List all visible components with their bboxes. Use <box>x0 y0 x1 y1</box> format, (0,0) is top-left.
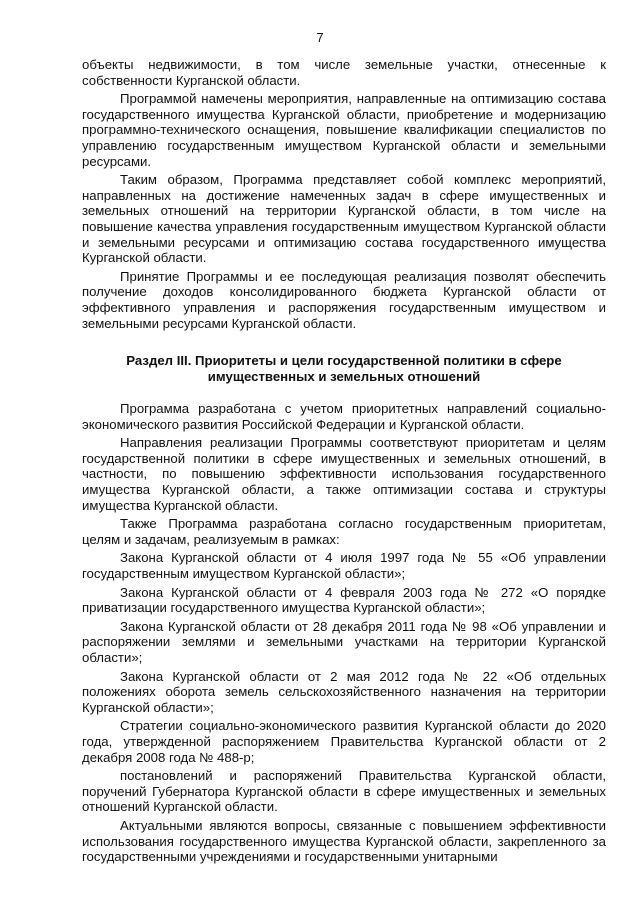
list-item: Закона Курганской области от 4 февраля 2003 года № 272 «О порядке приватизации государственного имущества Курганской области»; <box>82 584 606 616</box>
paragraph: Также Программа разработана согласно государственным приоритетам, целям и задачам, реализуемым в рамках: <box>82 516 606 547</box>
list-item: постановлений и распоряжений Правительства Курганской области, поручений Губернатора Курганской области в сфере имущественных и земельных отношений Курганской области. <box>82 768 606 815</box>
list-item: Закона Курганской области от 28 декабря 2011 года № 98 «Об управлении и распоряжении землями и земельными участками на территории Курганской области»; <box>82 618 606 665</box>
paragraph: Принятие Программы и ее последующая реализация позволят обеспечить получение доходов консолидированного бюджета Курганской области от эффективного управления и распоряжения государственным имуществом и земельными ресурсами Курганской области. <box>82 268 606 331</box>
list-item: Закона Курганской области от 2 мая 2012 года № 22 «Об отдельных положениях оборота земель сельскохозяйственного назначения на территории Курганской области»; <box>82 668 606 715</box>
section-heading-line: имущественных и земельных отношений <box>207 369 481 385</box>
paragraph: Актуальными являются вопросы, связанные с повышением эффективности использования государственного имущества Курганской области, закрепленного за государственными учреждениями и государственными унитарными <box>82 817 606 865</box>
paragraph: Программой намечены мероприятия, направленные на оптимизацию состава государственного имущества Курганской области, приобретение и модернизацию программно-технического оснащения, повышение квалификации специалистов по управлению государственным имуществом Курганской области и земельными ресурсами. <box>82 91 606 169</box>
list-item: Стратегии социально-экономического развития Курганской области до 2020 года, утвержденной распоряжением Правительства Курганской области от 2 декабря 2008 года № 488-р; <box>82 718 606 765</box>
paragraph: Таким образом, Программа представляет собой комплекс мероприятий, направленных на достижение намеченных задач в сфере имущественных и земельных отношений на территории Курганской области, в том числе на повышение качества управления государственным имуществом Курганской области и земельными ресурсами и оптимизацию состава государственного имущества Курганской области. <box>82 172 606 266</box>
paragraph: Направления реализации Программы соответствуют приоритетам и целям государственной политики в сфере имущественных и земельных отношений, в частности, по повышению эффективности использования государственного имущества Курганской области, а также оптимизации состава и структуры имущества Курганской области. <box>82 435 606 513</box>
list-item: Закона Курганской области от 4 июля 1997 года № 55 «Об управлении государственным имуществом Курганской области»; <box>82 550 606 582</box>
page-number: 7 <box>316 30 324 45</box>
section-heading-line: Раздел III. Приоритеты и цели государственной политики в сфере <box>126 353 562 369</box>
paragraph: объекты недвижимости, в том числе земельные участки, отнесенные к собственности Курганской области. <box>82 57 606 88</box>
paragraph: Программа разработана с учетом приоритетных направлений социально-экономического развития Российской Федерации и Курганской области. <box>82 401 606 432</box>
document-body <box>82 57 606 868</box>
section-heading <box>82 353 606 385</box>
